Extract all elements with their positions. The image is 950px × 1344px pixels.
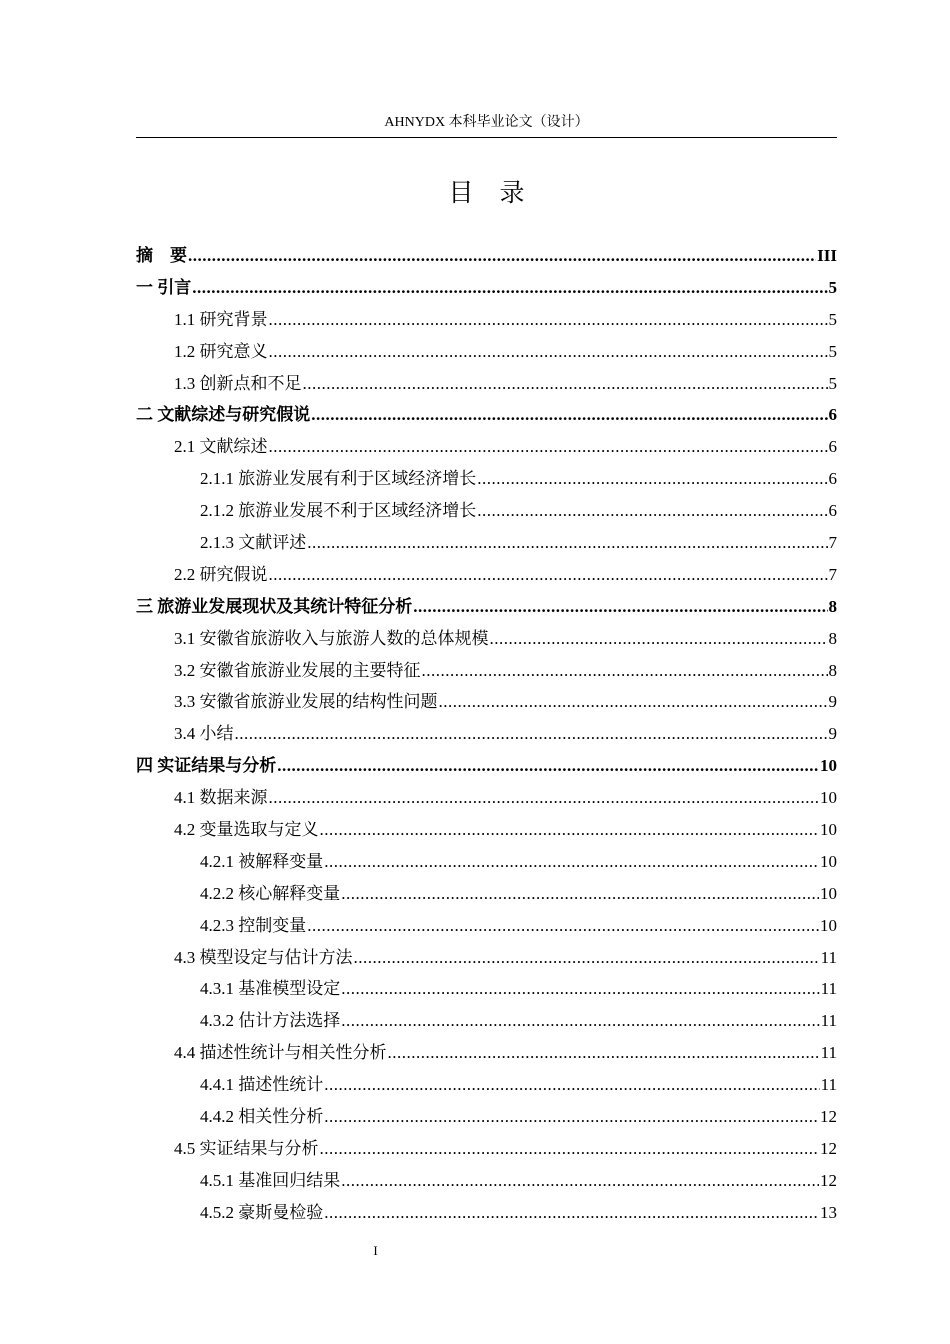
toc-entry[interactable]	[136, 1005, 837, 1037]
toc-leader-dots	[413, 591, 827, 623]
toc-entry[interactable]	[136, 559, 837, 591]
toc-entry-label: 4.1 数据来源	[174, 788, 268, 808]
toc-entry[interactable]	[136, 495, 837, 527]
toc-leader-dots	[341, 1005, 819, 1037]
toc-entry[interactable]	[136, 304, 837, 336]
toc-entry-label: 四 实证结果与分析	[136, 756, 277, 776]
toc-entry-page: 10	[820, 756, 837, 776]
toc-entry-page: 8	[828, 596, 837, 616]
toc-entry-label: 4.4 描述性统计与相关性分析	[174, 1043, 387, 1063]
toc-entry-page: 12	[820, 1170, 837, 1190]
toc-entry-label: 2.2 研究假说	[174, 564, 268, 584]
toc-title: 目录	[448, 180, 551, 207]
toc-entry-label: 3.1 安徽省旅游收入与旅游人数的总体规模	[174, 628, 489, 648]
toc-entry-page: 5	[828, 277, 837, 297]
toc-entry[interactable]	[136, 1197, 837, 1229]
toc-entry-page: 5	[828, 373, 837, 393]
toc-entry-label: 4.3 模型设定与估计方法	[174, 947, 353, 967]
toc-entry-page: 7	[828, 564, 837, 584]
toc-entry-page: 11	[820, 1043, 837, 1063]
toc-entry-page: 9	[828, 724, 837, 744]
toc-entry-page: 8	[828, 660, 837, 680]
toc-entry-label: 4.4.2 相关性分析	[200, 1107, 324, 1127]
toc-leader-dots	[388, 1037, 820, 1069]
toc-entry[interactable]	[136, 718, 837, 750]
toc-entry-label: 2.1.2 旅游业发展不利于区域经济增长	[200, 501, 477, 521]
toc-entry-label: 4.2.1 被解释变量	[200, 851, 324, 871]
toc-leader-dots	[235, 718, 828, 750]
toc-entry-page: 10	[820, 915, 837, 935]
toc-entry[interactable]	[136, 336, 837, 368]
toc-entry-label: 4.5.2 豪斯曼检验	[200, 1202, 324, 1222]
toc-entry-label: 3.2 安徽省旅游业发展的主要特征	[174, 660, 421, 680]
toc-entry-page: 9	[828, 692, 837, 712]
toc-entry-page: 12	[820, 1138, 837, 1158]
toc-entry-page: 11	[820, 1011, 837, 1031]
toc-entry[interactable]	[136, 750, 837, 782]
toc-entry-page: 6	[828, 469, 837, 489]
toc-entry[interactable]	[136, 1101, 837, 1133]
toc-leader-dots	[307, 527, 827, 559]
page-header: AHNYDX 本科毕业论文（设计）	[384, 115, 589, 130]
toc-entry[interactable]	[136, 463, 837, 495]
toc-entry-page: 10	[820, 788, 837, 808]
toc-entry-page: 11	[820, 979, 837, 999]
toc-entry[interactable]	[136, 240, 837, 272]
toc-entry[interactable]	[136, 431, 837, 463]
toc-leader-dots	[311, 399, 827, 431]
toc-entry-page: 11	[820, 947, 837, 967]
toc-entry[interactable]	[136, 878, 837, 910]
toc-leader-dots	[439, 686, 828, 718]
toc-leader-dots	[277, 750, 819, 782]
toc-leader-dots	[188, 240, 816, 272]
toc-entry-label: 2.1.3 文献评述	[200, 533, 307, 553]
toc-entry[interactable]	[136, 591, 837, 623]
toc-entry-label: 二 文献综述与研究假说	[136, 405, 311, 425]
toc-leader-dots	[341, 878, 819, 910]
toc-entry[interactable]	[136, 1069, 837, 1101]
toc-entry-label: 4.2 变量选取与定义	[174, 820, 319, 840]
toc-entry[interactable]	[136, 910, 837, 942]
toc-entry[interactable]	[136, 846, 837, 878]
toc-entry[interactable]	[136, 973, 837, 1005]
toc-entry-label: 摘 要	[136, 246, 187, 265]
toc-entry-page: 7	[828, 533, 837, 553]
toc-entry[interactable]	[136, 1037, 837, 1069]
toc-leader-dots	[324, 846, 819, 878]
toc-leader-dots	[269, 559, 828, 591]
toc-entry-page: 12	[820, 1107, 837, 1127]
toc-leader-dots	[269, 336, 828, 368]
toc-entry-label: 三 旅游业发展现状及其统计特征分析	[136, 596, 413, 616]
toc-entry-label: 4.3.2 估计方法选择	[200, 1011, 341, 1031]
toc-leader-dots	[324, 1197, 819, 1229]
toc-entry-label: 4.2.3 控制变量	[200, 915, 307, 935]
toc-entry-label: 3.4 小结	[174, 724, 234, 744]
toc-entry[interactable]	[136, 527, 837, 559]
toc-leader-dots	[192, 272, 827, 304]
toc-leader-dots	[490, 623, 828, 655]
toc-leader-dots	[341, 973, 819, 1005]
toc-entry-label: 2.1 文献综述	[174, 437, 268, 457]
table-of-contents	[136, 240, 837, 1229]
toc-entry-page: 10	[820, 883, 837, 903]
toc-leader-dots	[477, 495, 827, 527]
toc-entry[interactable]	[136, 399, 837, 431]
toc-entry[interactable]	[136, 942, 837, 974]
toc-leader-dots	[320, 1133, 820, 1165]
toc-leader-dots	[422, 655, 828, 687]
toc-entry-label: 4.2.2 核心解释变量	[200, 883, 341, 903]
toc-entry[interactable]	[136, 1133, 837, 1165]
toc-leader-dots	[320, 814, 820, 846]
toc-entry-label: 3.3 安徽省旅游业发展的结构性问题	[174, 692, 438, 712]
toc-entry-page: 8	[828, 628, 837, 648]
toc-entry[interactable]	[136, 1165, 837, 1197]
toc-entry-page: 5	[828, 341, 837, 361]
toc-entry[interactable]	[136, 782, 837, 814]
toc-entry-label: 4.5 实证结果与分析	[174, 1138, 319, 1158]
toc-entry-label: 一 引言	[136, 277, 192, 297]
header-rule	[136, 137, 837, 138]
toc-entry[interactable]	[136, 623, 837, 655]
toc-entry-label: 4.3.1 基准模型设定	[200, 979, 341, 999]
toc-entry-label: 1.2 研究意义	[174, 341, 268, 361]
toc-entry-label: 4.5.1 基准回归结果	[200, 1170, 341, 1190]
toc-entry-page: 10	[820, 851, 837, 871]
page-number: I	[373, 1243, 378, 1258]
toc-leader-dots	[324, 1069, 819, 1101]
toc-entry-page: 11	[820, 1075, 837, 1095]
toc-leader-dots	[303, 368, 828, 400]
toc-leader-dots	[269, 431, 828, 463]
toc-entry-page: 13	[820, 1202, 837, 1222]
toc-leader-dots	[341, 1165, 819, 1197]
toc-entry-label: 1.1 研究背景	[174, 309, 268, 329]
toc-entry-label: 2.1.1 旅游业发展有利于区域经济增长	[200, 469, 477, 489]
toc-entry[interactable]	[136, 272, 837, 304]
toc-entry[interactable]	[136, 814, 837, 846]
toc-leader-dots	[354, 942, 820, 974]
toc-entry[interactable]	[136, 686, 837, 718]
toc-entry-label: 1.3 创新点和不足	[174, 373, 302, 393]
toc-entry-page: 10	[820, 820, 837, 840]
toc-entry-page: 6	[828, 437, 837, 457]
toc-leader-dots	[269, 782, 820, 814]
toc-entry-label: 4.4.1 描述性统计	[200, 1075, 324, 1095]
toc-entry-page: III	[817, 246, 837, 265]
toc-entry-page: 5	[828, 309, 837, 329]
toc-entry-page: 6	[828, 501, 837, 521]
toc-leader-dots	[307, 910, 819, 942]
toc-leader-dots	[269, 304, 828, 336]
toc-leader-dots	[324, 1101, 819, 1133]
toc-leader-dots	[477, 463, 827, 495]
toc-entry[interactable]	[136, 368, 837, 400]
toc-entry-page: 6	[828, 405, 837, 425]
toc-entry[interactable]	[136, 655, 837, 687]
